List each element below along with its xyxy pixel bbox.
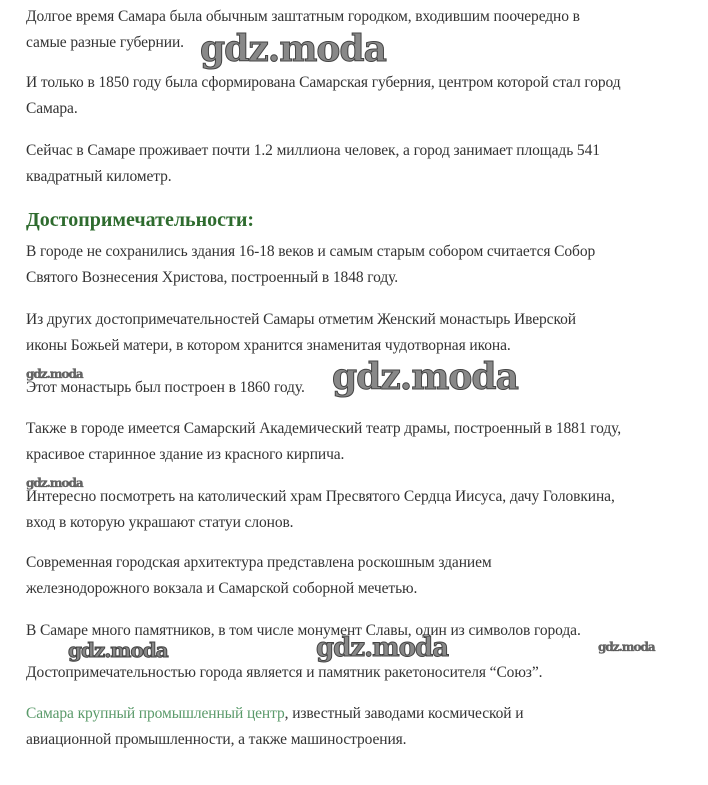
paragraph: Из других достопримечательностей Самары отметим Женский монастырь Иверской иконы Божьей матери, в котором хранится знаменитая чудотворная икона.: [26, 311, 576, 354]
watermark: gdz.moda: [26, 476, 83, 490]
industrial-center-link[interactable]: Самара крупный промышленный центр: [26, 705, 285, 722]
watermark: gdz.moda: [316, 633, 449, 663]
watermark: gdz.moda: [332, 356, 518, 398]
paragraph: Интересно посмотреть на католический храм Пресвятого Сердца Иисуса, дачу Головкина, вход в которую украшают статуи слонов.: [26, 488, 615, 531]
section-heading: Достопримечательности:: [26, 209, 255, 231]
paragraph: Также в городе имеется Самарский Академический театр драмы, построенный в 1881 году, красивое старинное здание из красного кирпича.: [26, 420, 621, 463]
paragraph: В городе не сохранились здания 16-18 веков и самым старым собором считается Собор Святого Вознесения Христова, построенный в 1848 году.: [26, 243, 596, 286]
paragraph: И только в 1850 году была сформирована Самарская губерния, центром которой стал город Самара.: [26, 74, 621, 117]
watermark: gdz.moda: [200, 28, 386, 70]
watermark: gdz.moda: [598, 640, 655, 654]
paragraph: Этот монастырь был построен в 1860 году.: [26, 379, 305, 396]
paragraph: Достопримечательностью города является и памятник ракетоносителя “Союз”.: [26, 664, 543, 681]
paragraph: Современная городская архитектура представлена роскошным зданием железнодорожного вокзала и Самарской соборной мечетью.: [26, 554, 492, 597]
watermark: gdz.moda: [26, 367, 83, 381]
paragraph: Сейчас в Самаре проживает почти 1.2 миллиона человек, а город занимает площадь 541 квадратный километр.: [26, 142, 600, 185]
paragraph: В Самаре много памятников, в том числе монумент Славы, один из символов города.: [26, 622, 581, 639]
paragraph: Самара крупный промышленный центр, известный заводами космической и авиационной промышленности, а также машиностроения.: [26, 705, 524, 748]
paragraph: Долгое время Самара была обычным заштатным городком, входившим поочередно в самые разные губернии.: [26, 8, 580, 51]
watermark: gdz.moda: [68, 638, 168, 662]
